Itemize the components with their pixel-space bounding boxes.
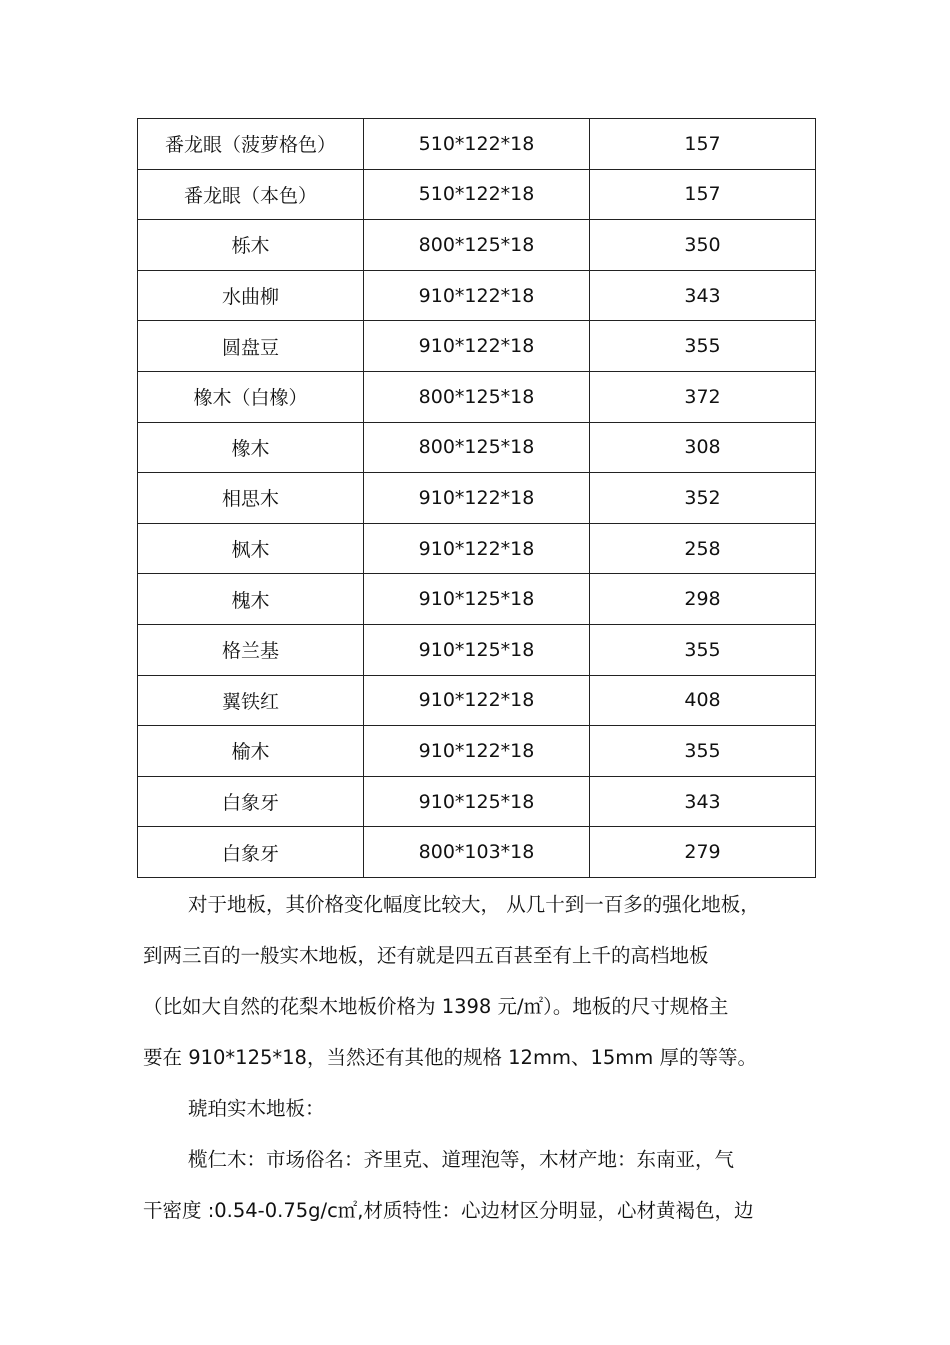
wood-name-cell: 相思木 (138, 473, 364, 524)
paragraph-line: 对于地板，其价格变化幅度比较大， 从几十到一百多的强化地板， (188, 893, 760, 916)
table-row (138, 624, 816, 675)
table-row (138, 523, 816, 574)
size-cell: 510*122*18 (364, 119, 590, 170)
paragraph-line: 榄仁木：市场俗名：齐里克、道理泡等，木材产地：东南亚，气 (188, 1148, 735, 1171)
size-cell: 800*125*18 (364, 220, 590, 271)
paragraph-line: （比如大自然的花梨木地板价格为 1398 元/㎡）。地板的尺寸规格主 (143, 995, 729, 1018)
price-cell: 343 (590, 776, 816, 827)
price-cell: 350 (590, 220, 816, 271)
size-cell: 910*125*18 (364, 624, 590, 675)
table-row (138, 371, 816, 422)
wood-name-cell: 枫木 (138, 523, 364, 574)
price-cell: 408 (590, 675, 816, 726)
size-cell: 910*122*18 (364, 270, 590, 321)
size-cell: 800*125*18 (364, 371, 590, 422)
wood-name-cell: 番龙眼（本色） (138, 169, 364, 220)
table-row (138, 270, 816, 321)
size-cell: 800*103*18 (364, 827, 590, 878)
table-body (138, 119, 816, 878)
paragraph-terminalia-wood (143, 1134, 803, 1236)
price-cell: 157 (590, 169, 816, 220)
price-cell: 355 (590, 321, 816, 372)
paragraph-line: 到两三百的一般实木地板，还有就是四五百甚至有上千的高档地板 (143, 944, 709, 967)
wood-name-cell: 白象牙 (138, 776, 364, 827)
table-row (138, 726, 816, 777)
wood-name-cell: 橡木 (138, 422, 364, 473)
wood-name-cell: 榆木 (138, 726, 364, 777)
size-cell: 910*122*18 (364, 321, 590, 372)
price-cell: 355 (590, 726, 816, 777)
price-cell: 298 (590, 574, 816, 625)
size-cell: 910*122*18 (364, 675, 590, 726)
price-cell: 308 (590, 422, 816, 473)
price-cell: 279 (590, 827, 816, 878)
paragraph-line: 干密度 :0.54-0.75g/c㎡,材质特性：心边材区分明显，心材黄褐色，边 (143, 1199, 754, 1222)
table-row (138, 422, 816, 473)
paragraph-line: 琥珀实木地板： (188, 1097, 325, 1120)
table-row (138, 675, 816, 726)
wood-name-cell: 圆盘豆 (138, 321, 364, 372)
wood-name-cell: 栎木 (138, 220, 364, 271)
table-row (138, 776, 816, 827)
flooring-price-table (137, 118, 816, 878)
wood-name-cell: 槐木 (138, 574, 364, 625)
wood-name-cell: 格兰基 (138, 624, 364, 675)
table-row (138, 119, 816, 170)
paragraph-price-range (143, 879, 803, 1083)
size-cell: 910*122*18 (364, 473, 590, 524)
size-cell: 800*125*18 (364, 422, 590, 473)
table-row (138, 321, 816, 372)
price-cell: 343 (590, 270, 816, 321)
table-row (138, 220, 816, 271)
size-cell: 910*125*18 (364, 574, 590, 625)
paragraph-line: 要在 910*125*18，当然还有其他的规格 12mm、15mm 厚的等等。 (143, 1046, 757, 1069)
price-cell: 352 (590, 473, 816, 524)
size-cell: 910*122*18 (364, 523, 590, 574)
wood-name-cell: 翼铁红 (138, 675, 364, 726)
wood-name-cell: 白象牙 (138, 827, 364, 878)
table-row (138, 574, 816, 625)
size-cell: 510*122*18 (364, 169, 590, 220)
price-cell: 355 (590, 624, 816, 675)
wood-name-cell: 番龙眼（菠萝格色） (138, 119, 364, 170)
price-table (137, 118, 814, 878)
size-cell: 910*125*18 (364, 776, 590, 827)
wood-name-cell: 橡木（白橡） (138, 371, 364, 422)
table-row (138, 169, 816, 220)
price-cell: 372 (590, 371, 816, 422)
size-cell: 910*122*18 (364, 726, 590, 777)
price-cell: 157 (590, 119, 816, 170)
paragraph-heading-amber-flooring (143, 1083, 803, 1134)
table-row (138, 473, 816, 524)
table-row (138, 827, 816, 878)
wood-name-cell: 水曲柳 (138, 270, 364, 321)
price-cell: 258 (590, 523, 816, 574)
